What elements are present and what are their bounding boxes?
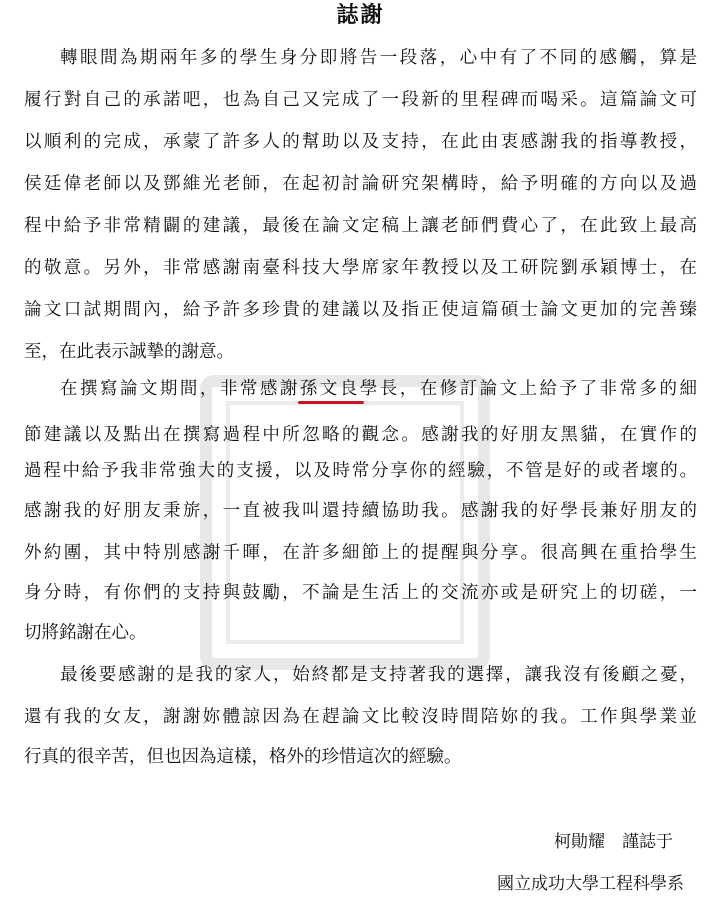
paragraph-line: 在撰寫論文期間，非常感謝孫文良學長，在修訂論文上給予了非常多的細 [60, 379, 697, 399]
author-signature: 柯勛耀 謹誌于 [554, 832, 673, 852]
page-title: 誌謝 [336, 2, 385, 28]
paragraph-line: 最後要感謝的是我的家人，始終都是支持著我的選擇，讓我沒有後顧之憂， [60, 665, 697, 685]
paragraph-line: 過程中給予我非常強大的支援，以及時常分享你的經驗，不管是好的或者壞的。 [24, 461, 697, 481]
paragraph-line: 侯廷偉老師以及鄧維光老師，在起初討論研究架構時，給予明確的方向以及過 [24, 174, 697, 194]
paragraph-line: 程中給予非常精闢的建議，最後在論文定稿上讓老師們費心了，在此致上最高 [24, 216, 697, 236]
paragraph-line: 以順利的完成，承蒙了許多人的幫助以及支持，在此由衷感謝我的指導教授， [24, 132, 697, 152]
paragraph-line: 轉眼間為期兩年多的學生身分即將告一段落，心中有了不同的感觸，算是 [60, 48, 697, 68]
paragraph-line: 切將銘謝在心。 [24, 623, 147, 643]
paragraph-line: 節建議以及點出在撰寫過程中所忽略的觀念。感謝我的好朋友黑貓，在實作的 [24, 425, 697, 445]
institution-name: 國立成功大學工程科學系 [497, 874, 684, 894]
paragraph-line: 至，在此表示誠摯的謝意。 [24, 342, 234, 362]
paragraph-line: 履行對自己的承諾吧，也為自己又完成了一段新的里程碑而喝采。這篇論文可 [24, 90, 697, 110]
paragraph-line: 感謝我的好朋友秉旂，一直被我叫還持續協助我。感謝我的好學長兼好朋友的 [24, 501, 697, 521]
paragraph-line: 的敬意。另外，非常感謝南臺科技大學席家年教授以及工研院劉承穎博士，在 [24, 258, 697, 278]
paragraph-line: 還有我的女友，謝謝妳體諒因為在趕論文比較沒時間陪妳的我。工作與學業並 [24, 707, 697, 727]
paragraph-line: 行真的很辛苦，但也因為這樣，格外的珍惜這次的經驗。 [24, 747, 462, 767]
paragraph-line: 身分時，有你們的支持與鼓勵，不論是生活上的交流亦或是研究上的切磋，一 [24, 583, 697, 603]
red-pen-underline [298, 401, 364, 404]
paragraph-line: 論文口試期間內，給予許多珍貴的建議以及指正使這篇碩士論文更加的完善臻 [24, 300, 697, 320]
paragraph-line: 外約團，其中特別感謝千暉，在許多細節上的提醒與分享。很高興在重拾學生 [24, 543, 697, 563]
